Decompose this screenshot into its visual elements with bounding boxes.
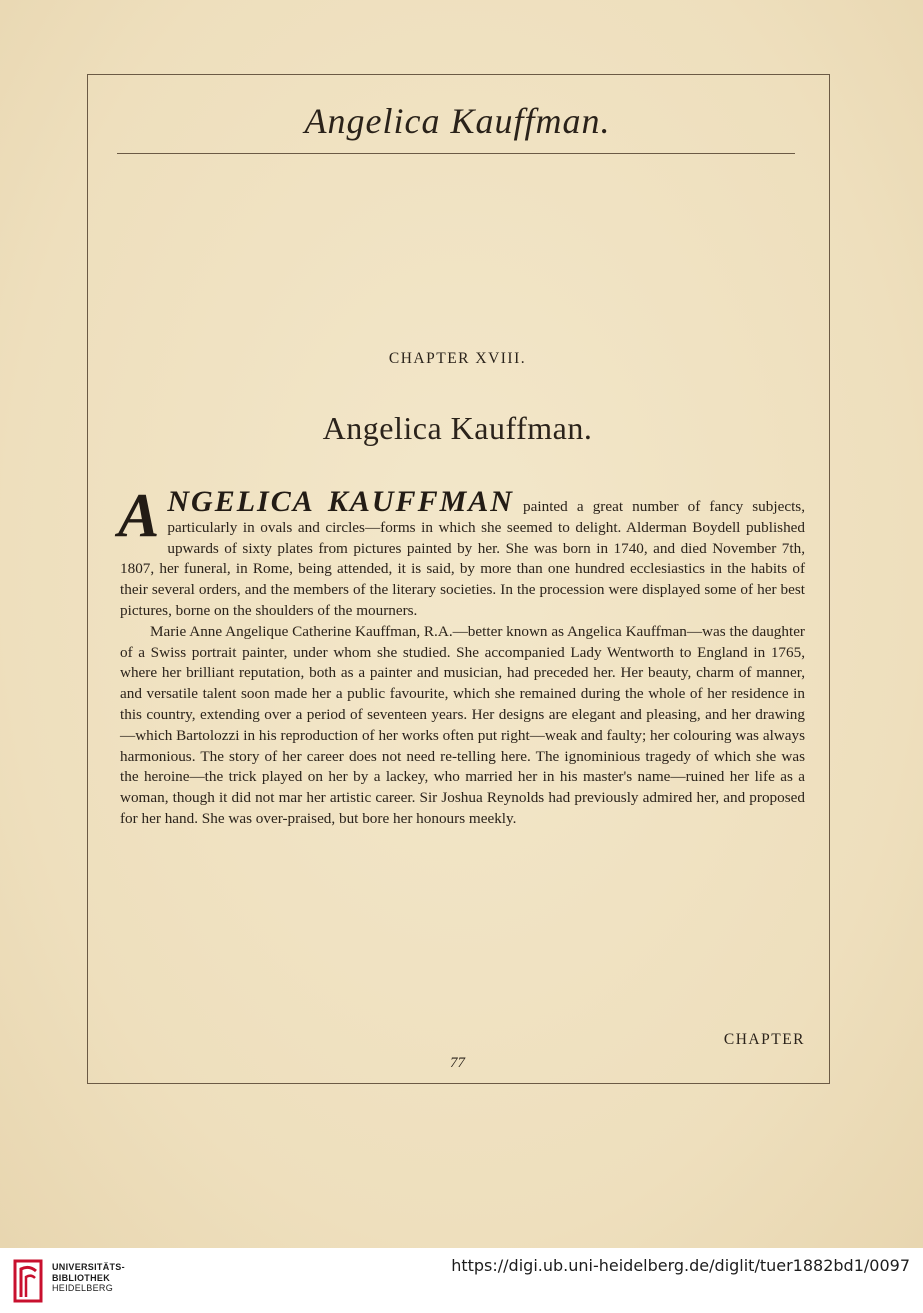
- library-name-line2: BIBLIOTHEK: [52, 1272, 110, 1283]
- lead-small-caps: NGELICA KAUFFMAN: [167, 485, 514, 518]
- drop-cap: A: [118, 482, 160, 550]
- paragraph-1-text: painted a great number of fancy subjects, particularly in ovals and circles—forms in which she seemed to delight. Alderman Boydell published upwards of sixty plates from pictures painted by her. She was born in 1740, and died November 7th, 1807, her funeral, in Rome, being attended, it is said, by more than one hundred ecclesiastics in the habits of their several orders, and the members of the literary societies. In the procession were displayed some of her best pictures, borne on the shoulders of the mourners.: [120, 498, 805, 619]
- header-rule: [117, 153, 795, 154]
- running-head: Angelica Kauffman.: [304, 101, 611, 141]
- library-name: [52, 1262, 125, 1294]
- chapter-title: Angelica Kauffman.: [322, 410, 593, 446]
- paragraph-1: [118, 482, 805, 622]
- chapter-label: CHAPTER XVIII.: [388, 350, 527, 367]
- page-number: 77: [450, 1055, 465, 1071]
- catchword: CHAPTER: [723, 1031, 805, 1048]
- paragraph-2: Marie Anne Angelique Catherine Kauffman, R.A.—better known as Angelica Kauffman—was the daughter of a Swiss portrait painter, under whom she studied. She accompanied Lady Wentworth to England in 1765, where her brilliant reputation, both as a painter and musician, had preceded her. Her beauty, charm of manner, and versatile talent soon made her a public favourite, which she remained during the whole of her residence in this country, extending over a period of seventeen years. Her designs are elegant and pleasing, and her drawing—which Bartolozzi in his reproduction of her works often put right—weak and faulty; her colouring was always harmonious. The story of her career does not need re-telling here. The ignominious tragedy of which she was the heroine—the trick played on her by a lackey, who married her in his master's name—ruined her life as a woman, though it did not mar her artistic career. Sir Joshua Reynolds had previously admired her, and proposed for her hand. She was over-praised, but bore her honours meekly.: [120, 622, 805, 827]
- library-logo-icon: [12, 1257, 46, 1305]
- body-text: [118, 482, 805, 830]
- library-name-line3: HEIDELBERG: [52, 1283, 114, 1293]
- source-url-link[interactable]: https://digi.ub.uni-heidelberg.de/diglit/tuer1882bd1/0097: [451, 1256, 910, 1275]
- library-name-line1: UNIVERSITÄTS-: [52, 1262, 125, 1272]
